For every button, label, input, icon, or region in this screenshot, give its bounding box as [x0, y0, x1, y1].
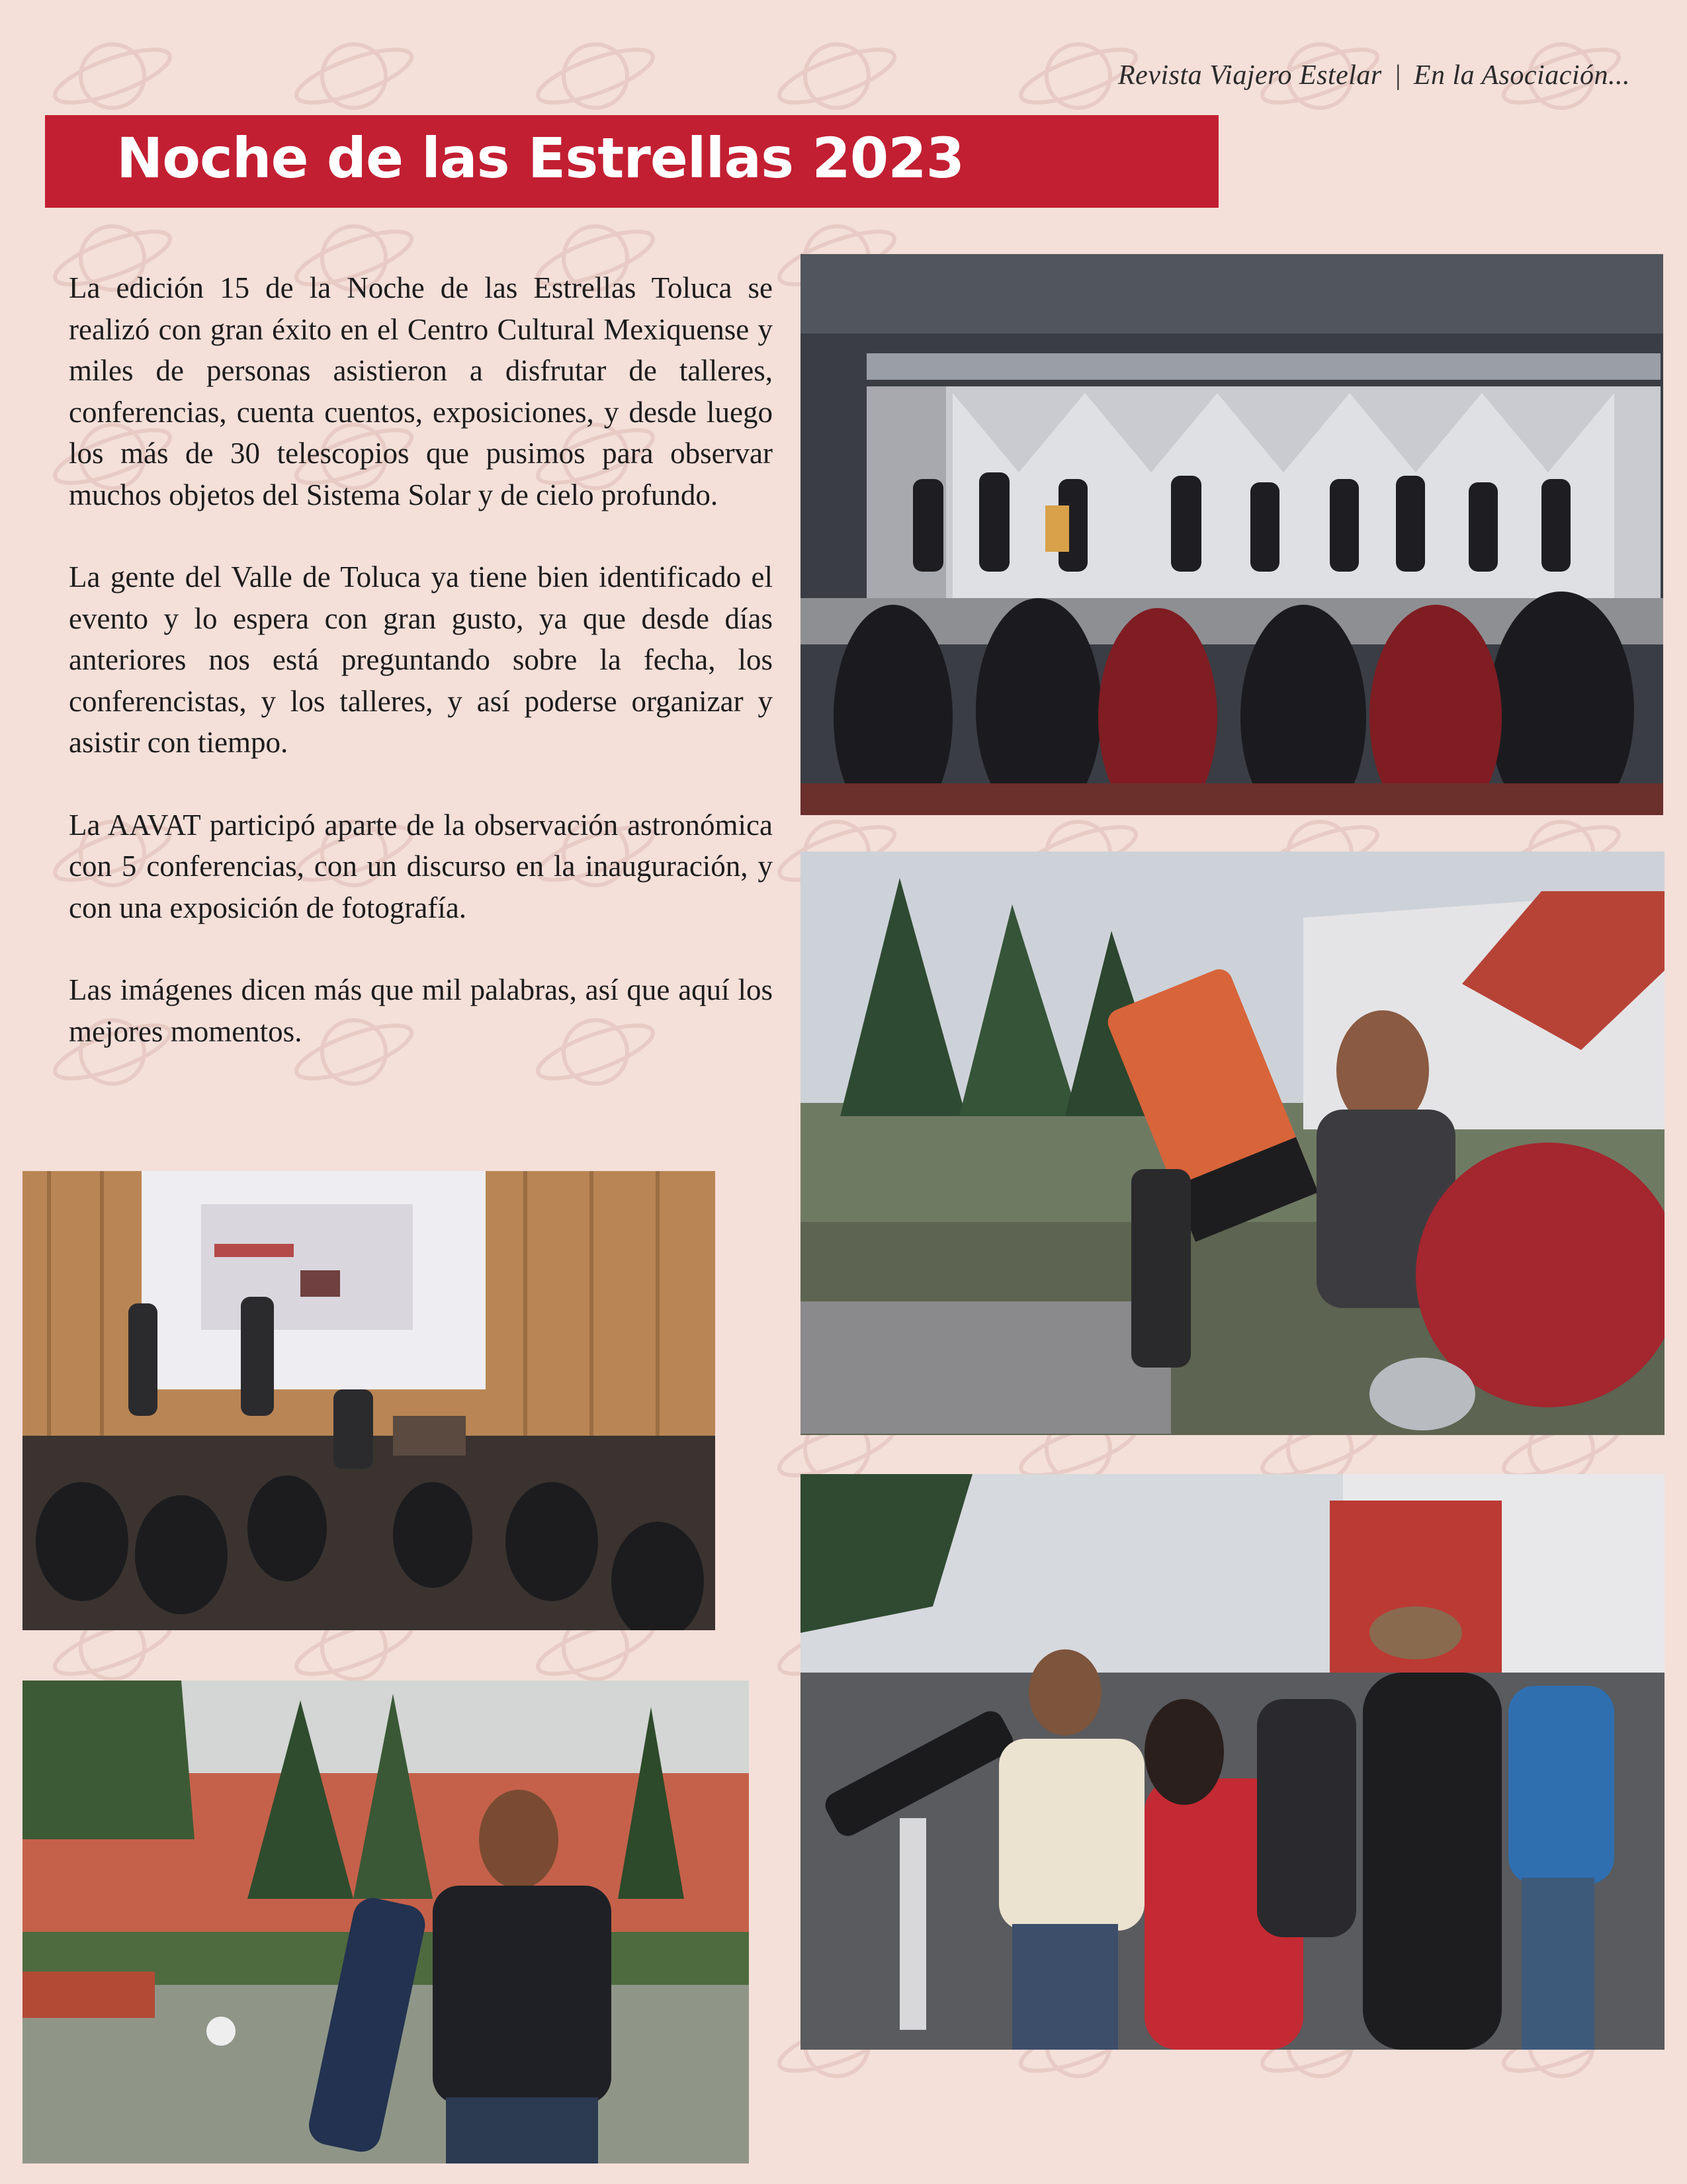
paragraph-3: La AAVAT participó aparte de la observación astronómica con 5 conferencias, con un discurso en la inauguración, y con una exposición de fotografía.: [69, 808, 773, 924]
photo-auditorium-talk: [22, 1171, 715, 1630]
photo-telescope-garden: [22, 1681, 749, 2163]
paragraph-2: La gente del Valle de Toluca ya tiene bien identificado el evento y lo espera con gran gusto, ya que desde días anteriores nos está preguntando sobre la fecha, los conferencistas, y los talleres, y así poderse organizar y asistir con tiempo.: [69, 560, 773, 759]
section-name: En la Asociación...: [1413, 60, 1630, 91]
article-body: [69, 267, 773, 1093]
running-header: [1118, 60, 1630, 91]
article-title: Noche de las Estrellas 2023: [116, 126, 965, 191]
photo-crowd-telescope: [800, 1474, 1665, 2050]
magazine-name: Revista Viajero Estelar: [1118, 60, 1382, 91]
title-banner: [45, 115, 1219, 208]
paragraph-4: Las imágenes dicen más que mil palabras, así que aquí los mejores momentos.: [69, 973, 773, 1048]
photo-telescope-observer: [800, 852, 1665, 1435]
header-separator: |: [1393, 60, 1402, 91]
paragraph-1: La edición 15 de la Noche de las Estrellas Toluca se realizó con gran éxito en el Centro Cultural Mexiquense y miles de personas asistieron a disfrutar de talleres, conferencias, cuenta cuentos, exposiciones, y desde luego los más de 30 telescopios que pusimos para observar muchos objetos del Sistema Solar y de cielo profundo.: [69, 271, 773, 511]
photo-stage-inauguration: [800, 254, 1663, 815]
